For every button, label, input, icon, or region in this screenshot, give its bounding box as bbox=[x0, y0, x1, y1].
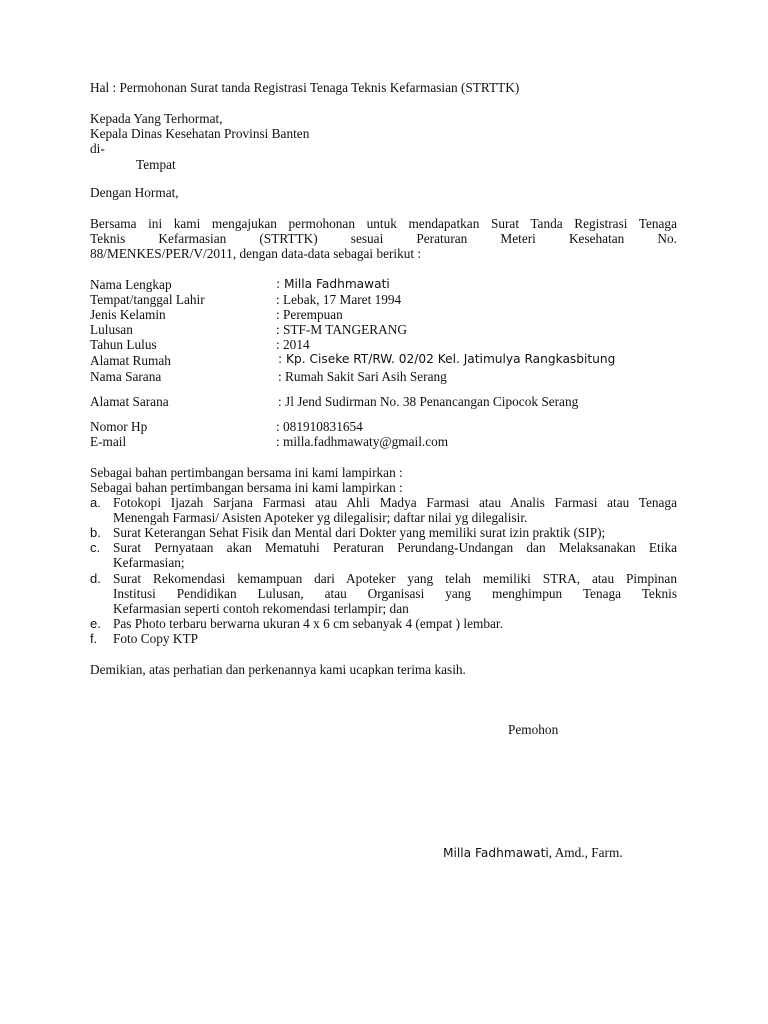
field-value-alamat: : Kp. Ciseke RT/RW. 02/02 Kel. Jatimulya Rangkasbitung bbox=[278, 352, 616, 366]
field-label-email: E-mail bbox=[90, 434, 127, 449]
attachment-item-d-line-2: Institusi Pendidikan Lulusan, atau Organisasi yang menghimpun Tenaga Teknis bbox=[113, 586, 677, 601]
field-label-nama: Nama Lengkap bbox=[90, 277, 172, 292]
attachment-item-a-line-1: Fotokopi Ijazah Sarjana Farmasi atau Ahli Madya Farmasi atau Analis Farmasi atau Tenaga bbox=[113, 495, 677, 510]
signature-title: , Amd., Farm. bbox=[548, 845, 623, 860]
field-label-alamat: Alamat Rumah bbox=[90, 353, 171, 368]
field-value-hp: : 081910831654 bbox=[276, 419, 363, 434]
attachment-item-a-line-2: Menengah Farmasi/ Asisten Apoteker yg dilegalisir; daftar nilai yg dilegalisir. bbox=[113, 510, 528, 525]
field-label-ttl: Tempat/tanggal Lahir bbox=[90, 292, 205, 307]
field-value-ttl: : Lebak, 17 Maret 1994 bbox=[276, 292, 402, 307]
subject-line: Hal : Permohonan Surat tanda Registrasi Tenaga Teknis Kefarmasian (STRTTK) bbox=[90, 80, 520, 95]
field-label-hp: Nomor Hp bbox=[90, 419, 148, 434]
field-label-lulusan: Lulusan bbox=[90, 322, 133, 337]
field-value-tahun: : 2014 bbox=[276, 337, 310, 352]
recipient-line-1: Kepada Yang Terhormat, bbox=[90, 111, 223, 126]
field-value-nama: : Milla Fadhmawati bbox=[276, 277, 390, 291]
signature-role: Pemohon bbox=[508, 722, 559, 737]
intro-line-2: Teknis Kefarmasian (STRTTK) sesuai Peraturan Meteri Kesehatan No. bbox=[90, 231, 677, 246]
attachment-intro-2: Sebagai bahan pertimbangan bersama ini kami lampirkan : bbox=[90, 480, 403, 495]
field-value-alamat-sarana: : Jl Jend Sudirman No. 38 Penancangan Cipocok Serang bbox=[278, 394, 579, 409]
attachment-item-e-line-1: Pas Photo terbaru berwarna ukuran 4 x 6 cm sebanyak 4 (empat ) lembar. bbox=[113, 616, 503, 631]
field-label-tahun: Tahun Lulus bbox=[90, 337, 157, 352]
list-marker-b: b. bbox=[90, 525, 101, 540]
attachment-intro-1: Sebagai bahan pertimbangan bersama ini kami lampirkan : bbox=[90, 465, 403, 480]
recipient-line-4: Tempat bbox=[136, 157, 176, 172]
attachment-item-d-line-1: Surat Rekomendasi kemampuan dari Apoteker yang telah memiliki STRA, atau Pimpinan bbox=[113, 571, 677, 586]
intro-line-1: Bersama ini kami mengajukan permohonan untuk mendapatkan Surat Tanda Registrasi Tenaga bbox=[90, 216, 677, 231]
field-value-lulusan: : STF-M TANGERANG bbox=[276, 322, 407, 337]
attachment-item-b-line-1: Surat Keterangan Sehat Fisik dan Mental dari Dokter yang memiliki surat izin praktik (SIP); bbox=[113, 525, 606, 540]
attachment-item-d-line-3: Kefarmasian seperti contoh rekomendasi terlampir; dan bbox=[113, 601, 409, 616]
field-label-jk: Jenis Kelamin bbox=[90, 307, 166, 322]
list-marker-c: c. bbox=[90, 540, 101, 555]
field-value-jk: : Perempuan bbox=[276, 307, 343, 322]
greeting: Dengan Hormat, bbox=[90, 185, 179, 200]
field-label-alamat-sarana: Alamat Sarana bbox=[90, 394, 169, 409]
list-marker-d: d. bbox=[90, 571, 101, 586]
attachment-item-c-line-2: Kefarmasian; bbox=[113, 555, 185, 570]
intro-line-3: 88/MENKES/PER/V/2011, dengan data-data sebagai berikut : bbox=[90, 246, 422, 261]
attachment-item-f-line-1: Foto Copy KTP bbox=[113, 631, 198, 646]
list-marker-a: a. bbox=[90, 495, 101, 510]
list-marker-f: f. bbox=[90, 631, 98, 646]
signature-name: Milla Fadhmawati bbox=[443, 846, 549, 860]
recipient-line-3: di- bbox=[90, 141, 105, 156]
list-marker-e: e. bbox=[90, 616, 101, 631]
closing-statement: Demikian, atas perhatian dan perkenannya kami ucapkan terima kasih. bbox=[90, 662, 466, 677]
recipient-line-2: Kepala Dinas Kesehatan Provinsi Banten bbox=[90, 126, 310, 141]
field-value-sarana: : Rumah Sakit Sari Asih Serang bbox=[278, 369, 447, 384]
signature-block bbox=[443, 845, 623, 861]
attachment-item-c-line-1: Surat Pernyataan akan Mematuhi Peraturan Perundang-Undangan dan Melaksanakan Etika bbox=[113, 540, 677, 555]
field-value-email: : milla.fadhmawaty@gmail.com bbox=[276, 434, 449, 449]
field-label-sarana: Nama Sarana bbox=[90, 369, 162, 384]
